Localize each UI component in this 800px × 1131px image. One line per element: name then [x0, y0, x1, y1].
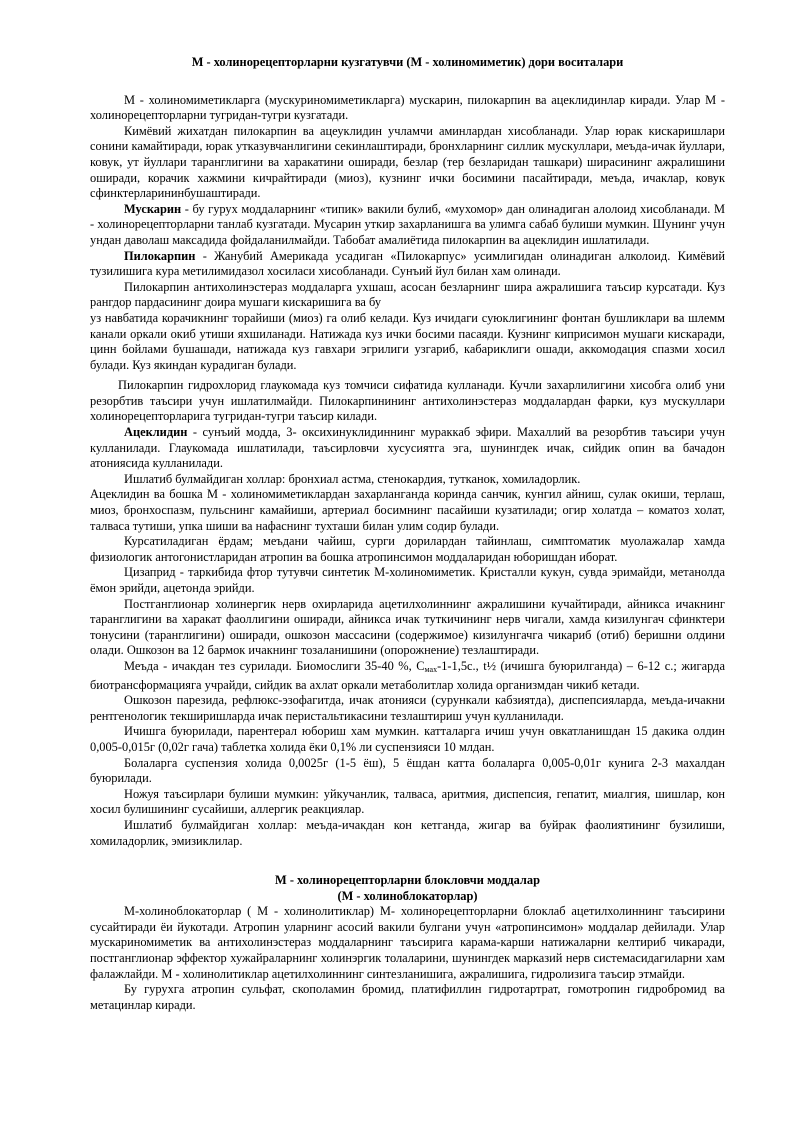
page-title: М - холинорецепторларни кузгатувчи (М - холиномиметик) дори воситалари	[191, 55, 624, 69]
paragraph-poisoning: Ацеклидин ва бошка М - холиномиметиклардан захарланганда коринда санчик, кунгил айниш, сулак окиши, терлаш, миоз, бронхоспазм, пульснинг камайиши, артериал босимнинг пасайиши кузатилади; огир холатда – коматоз холат, талваса тутиши, упка шиши ва нафаснинг тухташи билан улим содир булади.	[90, 487, 725, 533]
paragraph-pharmacokinetics	[90, 659, 725, 693]
paragraph-dosage-children: Болаларга суспензия холида 0,0025г (1-5 ёш), 5 ёшдан катта болаларга 0,005-0,01г кунига 2-3 махалдан буюрилади.	[90, 755, 725, 786]
paragraph-dosage-adults: Ичишга буюрилади, парентерал юбориш хам мумкин. катталарга ичиш учун овкатланишдан 15 дакика олдин 0,005-0,015г (0,02г гача) таблетка холида ёки 0,1% ли суспензияси 10 млдан.	[90, 724, 725, 754]
paragraph-muscarine	[90, 202, 725, 249]
paragraph-contraindications-2: Ишлатиб булмайдиган холлар: меъда-ичакдан кон кетганда, жигар ва буйрак фаолиятининг бузилиши, хомиладорлик, эмизиклилар.	[90, 817, 725, 848]
paragraph-eye-effects: уз навбатида корачикнинг торайиши (миоз) га олиб келади. Куз ичидаги суюклигининг фонтан бушликлари ва шлемм канали оркали окиб утиши яхшиланади. Натижада куз ички босими пасаяди. Кузнинг киприсимон мушаги кискаради, цинн бойлами бушашади, натижада куз гавхари эгрилиги узгариб, кабариклиги ошади, аккомодация спазми хосил булади. Куз якиндан курадиган булади.	[90, 310, 725, 372]
paragraph-group-members: Бу гурухга атропин сульфат, скополамин бромид, платифиллин гидротартрат, гомотропин гидробромид ва метацинлар киради.	[90, 982, 725, 1012]
paragraph-chemistry: Кимёвий жихатдан пилокарпин ва ацеуклидин учламчи аминлардан хисобланади. Улар юрак кискаришлари сонини камайтиради, юрак утказувчанлигини секинлаштиради, бронхларнинг силлик мускуллари, меъда-ичак йуллари, ковук, ут йуллари таранглигини ва харакатини оширади, безлар (тер безларидан ташкари) ширасининг ажралишини оширади, корачик хажмини кичрайтиради (миоз), кузнинг ички босимини пасайтиради, меъда, ичаклар, ковук сфинктерларининбушаштиради.	[90, 123, 725, 201]
pk-text-a: Меъда - ичакдан тез сурилади. Биомослиги 35-40 %, С	[124, 658, 425, 673]
paragraph-pilocarpine	[90, 249, 725, 280]
term-aceclidine: Ацеклидин	[124, 425, 188, 440]
paragraph-side-effects: Ножуя таъсирлари булиши мумкин: уйкучанлик, талваса, аритмия, диспепсия, гепатит, миалгия, шишлар, кон хосил булишининг сусайиши, аллергик реакциялар.	[90, 786, 725, 817]
paragraph-pilocarpine-action: Пилокарпин антихолинэстераз моддаларга ухшаш, асосан безларнинг шира ажралишига таъсир курсатади. Куз рангдор пардасининг доира мушаги кискаришига ва бу	[90, 279, 725, 310]
pk-text-b: -1-1,5с., t½ (ичишга буюрилганда) – 6-12 с.; жигарда биотрансформацияга учрайди, сийдик ва ахлат оркали метаболитлар холида организмдан чикиб кетади.	[90, 658, 725, 692]
muscarine-text: - бу гурух моддаларнинг «типик» вакили булиб, «мухомор» дан олинадиган алолоид хисобланади. М - холинорецепторларни танлаб кузгатади. Мусарин уткир захарланишга ва улимга сабаб булиши мумкин. Шунинг учун ундан даволаш максадида фойдаланилмайди. Табобат амалиётида пилокарпин ва ацеклидин ишлатилади.	[90, 201, 725, 247]
paragraph-blockers: М-холиноблокаторлар ( М - холинолитиклар) М- холинорецепторларни блоклаб ацетилхолиннинг таъсирини сусайтиради ёи йукотади. Атропин уларнинг асосий вакили булгани учун «атропинсимон» моддалар дейилади. Улар мускариномиметик ва антихолинэстераз моддаларнинг таъсирига карама-карши натижаларни келтириб чикаради, постганглионар эффектор хужайраларнинг холинэргик толаларини, шунингдек марказий нерв системасидагиларни хам фалажлайди. М - холинолитиклар ацетилхолиннинг синтезланишига, ажралишига, гидролизига таъсир этмайди.	[90, 904, 725, 981]
cmax-subscript: мах	[424, 664, 438, 674]
section-title: М - холинорецепторларни блокловчи моддалар	[275, 873, 540, 888]
term-muscarine: Мускарин	[124, 201, 182, 216]
paragraph-cisapride-action: Постганглионар холинергик нерв охирларида ацетилхолиннинг ажралишини кучайтиради, айникса ичакнинг таранглигини ва харакат фаоллигини оширади, айникса ичак туткичининг нерв чигали, хамда кизилунгач сфинктери тонусини (таранглигини) оширади, ошкозон массасини (содержимое) кизилунгачга чикариб (отиб) беришни олдини олади. Ошкозон ва 12 бармок ичакнинг тозаланишини (опорожнение) тезлаштиради.	[90, 596, 725, 658]
paragraph-indications: Ошкозон парезида, рефлюкс-эзофагитда, ичак атонияси (сурункали кабзиятда), диспепсияларда, меъда-ичакни рентгенологик текширишларда ичак перистальтикасини тезлаштириш учун кулланилади.	[90, 693, 725, 723]
section-subtitle: (М - холиноблокаторлар)	[337, 888, 478, 903]
paragraph-contraindications: Ишлатиб булмайдиган холлар: бронхиал астма, стенокардия, тутканок, хомиладорлик.	[124, 471, 581, 486]
paragraph-first-aid: Курсатиладиган ёрдам; меъдани чайиш, сурги дорилардан тайинлаш, симптоматик муолажалар хамда физиологик антогонистларидан атропин ва бошка атропинсимон моддаларидан юборишдан иборат.	[90, 534, 725, 564]
term-pilocarpine: Пилокарпин	[124, 248, 196, 263]
aceclidine-text: - сунъий модда, 3- оксихинуклидиннинг мураккаб эфири. Махаллий ва резорбтив таъсири учун кулланилади. Глаукомада ишлатилади, таъсирловчи хусусиятга эга, шунингдек ичак, сийдик опин ва бачадон атониясида кулланилади.	[90, 425, 725, 471]
document-page	[90, 55, 725, 1013]
paragraph-aceclidine	[90, 425, 725, 472]
paragraph-cisapride: Цизаприд - таркибида фтор тутувчи синтетик М-холиномиметик. Кристалли кукун, сувда эримайди, метанолда ёмон эрийди, ацетонда эрийди.	[90, 565, 725, 595]
paragraph-intro: М - холиномиметикларга (мускуриномиметикларга) мускарин, пилокарпин ва ацеклидинлар киради. Улар М - холинорецепторларни тугридан-тугри кузгатади.	[90, 92, 725, 123]
pilocarpine-text: - Жанубий Америкада усадиган «Пилокарпус» усимлигидан олинадиган алколоид. Кимёвий тузилишига кура метилимидазол хосиласи хисобланади. Сунъий йул билан хам олинади.	[90, 248, 725, 279]
paragraph-glaucoma: Пилокарпин гидрохлорид глаукомада куз томчиси сифатида кулланади. Кучли захарлилигини хисобга олиб уни резорбтив таъсири учун ишлатилмайди. Пилокарпинининг антихолинэстераз моддалардан фарки, куз мускуллари холинорецепторларига тугридан-тугри таъсир килади.	[90, 378, 725, 424]
